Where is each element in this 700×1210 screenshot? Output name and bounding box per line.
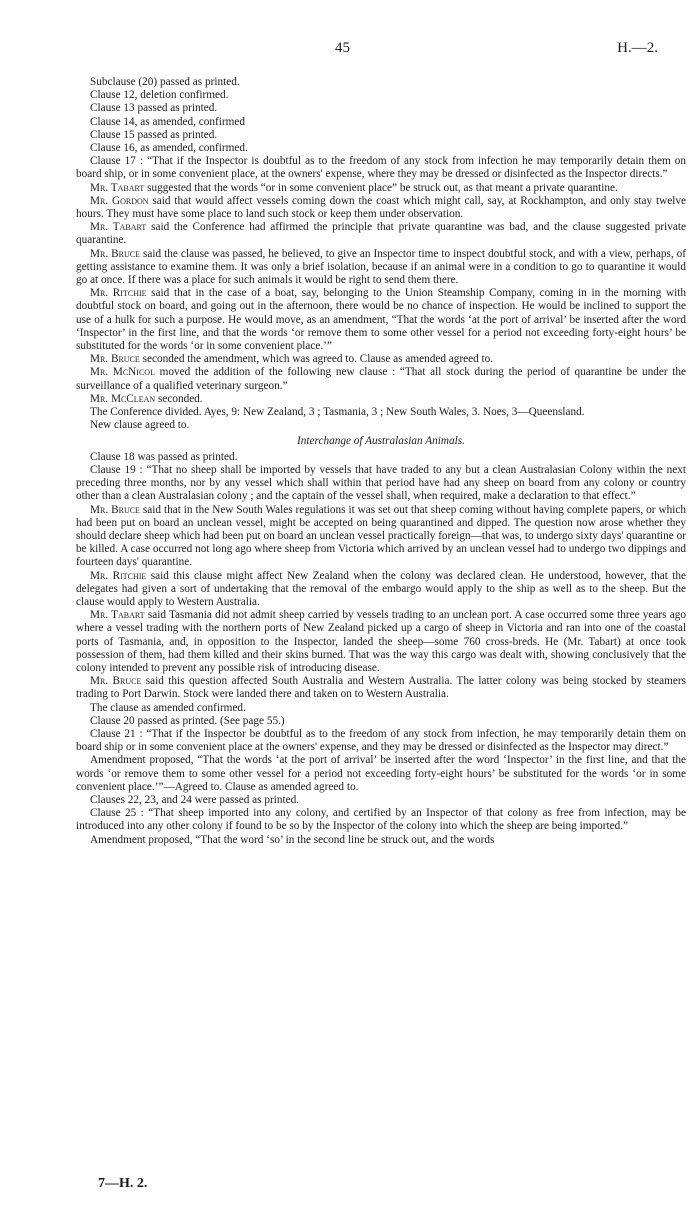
paragraph-text: Amendment proposed, “That the word ‘so’ in the second line be struck out, and the words — [90, 833, 495, 846]
paragraph-text: Clause 15 passed as printed. — [90, 128, 218, 141]
paragraph-text: New clause agreed to. — [90, 419, 190, 432]
paragraph — [76, 142, 686, 155]
speaker-name: Mr. Ritchie — [90, 569, 147, 582]
paragraph — [76, 287, 686, 353]
paragraph-text: suggested that the words “or in some convenient place” be struck out, as that meant a private quarantine. — [144, 181, 618, 194]
page-header — [0, 40, 700, 62]
paragraph — [76, 464, 686, 504]
paragraph — [76, 102, 686, 115]
paragraph — [76, 728, 686, 754]
paragraph-text: said that in the case of a boat, say, belonging to the Union Steamship Company, coming in in the morning with doubtful stock on board, and going out in the afternoon, there would be no chance of inspection. He would be inclined to support the use of a hulk for such a purpose. He would move, as an amendment, “That the words ‘at the port of arrival’ be inserted after the word ‘Inspector’ in the first line, and that the words ‘or remove them to some other vessel for a period not exceeding forty-eight hours’ be substituted for the words ‘or in some convenient place.’” — [76, 287, 687, 353]
paragraph-text: Clause 21 : “That if the Inspector be doubtful as to the freedom of any stock from infection, he may temporarily detain them on board ship or in some convenient place at the owners' expense, and they may be dressed or disinfected as the Inspector may direct.” — [76, 727, 686, 754]
paragraph — [76, 675, 686, 701]
paragraph — [76, 609, 686, 675]
paragraph-text: Clause 25 : “That sheep imported into any colony, and certified by an Inspector of that colony as free from infection, may be introduced into any other colony if found to be so by the Inspector of the colony into which the sheep are being imported.” — [76, 807, 686, 833]
paragraph — [76, 504, 686, 570]
paragraph-text: Amendment proposed, “That the words ‘at the port of arrival’ be inserted after the word ‘Inspector’ in the first line, and that the words ‘or remove them to some other vessel for a period not exceeding forty-eight hours’ be substituted for the words ‘or in some convenient place.’”—Agreed to. Clause as amended agreed to. — [76, 754, 686, 793]
paragraph — [76, 715, 686, 728]
paragraph — [76, 702, 686, 715]
paragraph — [76, 353, 686, 366]
paragraph — [76, 794, 686, 807]
paragraph-text: The clause as amended confirmed. — [90, 701, 246, 714]
paragraph — [76, 221, 686, 247]
paragraph — [76, 248, 686, 288]
paragraph-text: Subclause (20) passed as printed. — [90, 76, 240, 88]
paragraph — [76, 570, 686, 610]
paragraph — [76, 89, 686, 102]
paragraph-text: said the Conference had affirmed the principle that private quarantine was bad, and the clause suggested private quarantine. — [76, 221, 686, 247]
speaker-name: Mr. Bruce — [90, 247, 140, 260]
paragraph-text: seconded. — [155, 392, 203, 405]
paragraph-text: said that would affect vessels coming down the coast which might call, say, at Rockhampton, and only stay twelve hours. They must have some place to land such stock or keep them under observation. — [76, 194, 686, 221]
paragraph-text: Clause 14, as amended, confirmed — [90, 115, 245, 128]
paragraph-text: Clause 16, as amended, confirmed. — [90, 142, 248, 155]
paragraph-text: Clause 20 passed as printed. (See page 55.) — [90, 714, 285, 727]
paragraph — [76, 155, 686, 181]
paragraph-text: seconded the amendment, which was agreed to. Clause as amended agreed to. — [139, 353, 494, 366]
speaker-name: Mr. Gordon — [90, 194, 149, 207]
paragraph — [76, 754, 686, 794]
paragraph — [76, 182, 686, 195]
paragraph — [76, 76, 686, 89]
speaker-name: Mr. Tabart — [90, 181, 145, 194]
paragraph-text: Clause 18 was passed as printed. — [90, 450, 238, 463]
paragraph — [76, 807, 686, 833]
sheet-signature: 7—H. 2. — [98, 1176, 148, 1191]
paragraph-text: Clause 12, deletion confirmed. — [90, 89, 229, 102]
speaker-name: Mr. Tabart — [90, 609, 145, 622]
paragraph-text: Clause 19 : “That no sheep shall be imported by vessels that have traded to any but a clean Australasian Colony within the next preceding three months, nor by any vessel which shall within that period have had any sheep on board from any colony or country other than a clean Australasian colony ; and the captain of the vessel shall, when required, make a declaration to that effect.” — [76, 463, 686, 503]
paragraph-text: said the clause was passed, he believed, to give an Inspector time to inspect doubtful stock, and with a view, perhaps, of getting assistance to examine them. It was only a brief isolation, because if an animal were in a condition to go to quarantine it would go at once. If there was a place for such animals it would be right to send them there. — [76, 247, 686, 287]
page-number: 45 — [335, 40, 350, 56]
paragraph — [76, 393, 686, 406]
paragraph — [76, 419, 686, 432]
paragraph — [76, 195, 686, 221]
speaker-name: Mr. McNicol — [90, 366, 155, 379]
paragraph — [76, 834, 686, 847]
paragraph-text: Clause 17 : “That if the Inspector is doubtful as to the freedom of any stock from infection he may temporarily detain them on board ship, or in some convenient place, at the owners' expense, where they may be dressed or disinfected as the Inspector directs.” — [76, 155, 686, 181]
speaker-name: Mr. Tabart — [90, 221, 147, 234]
speaker-name: Mr. McClean — [90, 392, 156, 405]
paragraph-text: Clauses 22, 23, and 24 were passed as printed. — [90, 793, 300, 806]
paragraph-text: said that in the New South Wales regulations it was set out that sheep coming without having complete papers, or which had been put on board an unclean vessel, might be accepted on being quarantined and dipped. The question now arose whether they should declare sheep which had been put on board an unclean vessel practically foreign—that was, to undergo sixty days' quarantine or be killed. A case occurred not long ago where sheep from Victoria which arrived by an unclean vessel had to undergo two dippings and fourteen days' quarantine. — [76, 503, 686, 569]
paragraph-text: moved the addition of the following new clause : “That all stock during the period of quarantine be under the surveillance of a qualified veterinary surgeon.” — [76, 366, 686, 392]
paragraph — [76, 366, 686, 392]
document-reference: H.—2. — [617, 40, 658, 56]
paragraph-text: said this clause might affect New Zealand when the colony was declared clean. He understood, however, that the delegates had given a sort of undertaking that the removal of the embargo would apply to the ship as well as to the sheep. But the clause would apply to Western Australia. — [76, 569, 686, 608]
paragraph — [76, 406, 686, 419]
speaker-name: Mr. Bruce — [90, 675, 142, 688]
paragraph-text: The Conference divided. Ayes, 9: New Zealand, 3 ; Tasmania, 3 ; New South Wales, 3. Noes, 3—Queensland. — [90, 406, 585, 419]
paragraph — [76, 129, 686, 142]
speaker-name: Mr. Bruce — [90, 503, 140, 516]
paragraph — [76, 116, 686, 129]
speaker-name: Mr. Bruce — [90, 353, 140, 366]
paragraph-text: Clause 13 passed as printed. — [90, 102, 218, 115]
speaker-name: Mr. Ritchie — [90, 287, 147, 300]
paragraph-text: said Tasmania did not admit sheep carried by vessels trading to an unclean port. A case occurred some three years ago where a vessel trading with the northern ports of New Zealand picked up a cargo of sheep in Victoria and ran into one of the coastal ports of Tasmania, and, in opposition to the Inspector, landed the sheep—some 760 cross-breds. He (Mr. Tabart) at once took possession of them, had them killed and their skins burned. That was the way this cargo was dealt with, showing conclusively that the colony intended to prevent any possible risk of introducing disease. — [76, 609, 686, 674]
document-body — [76, 76, 686, 847]
paragraph — [76, 451, 686, 464]
section-heading: Interchange of Australasian Animals. — [297, 435, 465, 448]
paragraph-text: said this question affected South Australia and Western Australia. The latter colony was being stocked by steamers trading to Port Darwin. Stock were landed there and taken on to Western Australia. — [76, 675, 686, 701]
